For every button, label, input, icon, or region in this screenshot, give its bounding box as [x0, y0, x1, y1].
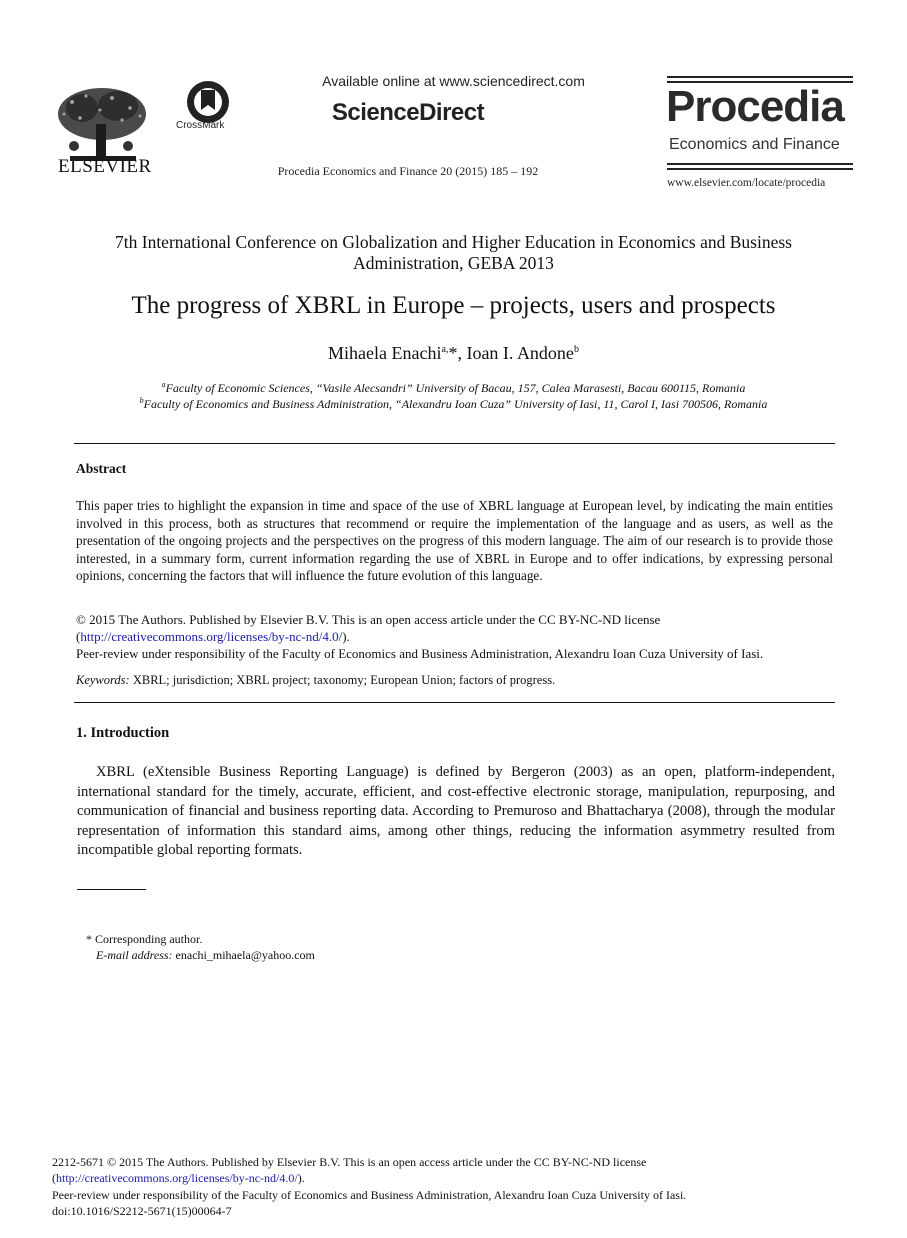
- affiliation-text: Faculty of Economics and Business Administration, “Alexandru Ioan Cuza” University of Iasi, 11, Carol I, Iasi 700506, Romania: [143, 397, 768, 411]
- journal-header-rule: [667, 168, 853, 170]
- section-divider: [74, 443, 835, 444]
- journal-title: Procedia: [666, 82, 844, 131]
- affiliation-text: Faculty of Economic Sciences, “Vasile Alecsandri” University of Bacau, 157, Calea Marasesti, Bacau 600115, Romania: [165, 381, 746, 395]
- journal-header-rule: [667, 76, 853, 78]
- affiliation-marker: b: [573, 344, 579, 355]
- footer-peer-review: Peer-review under responsibility of the Faculty of Economics and Business Administration, Alexandru Ioan Cuza University of Iasi.: [52, 1188, 687, 1202]
- email-label: E-mail address:: [96, 948, 173, 962]
- keywords-line: [76, 672, 555, 689]
- keywords-label: Keywords:: [76, 673, 130, 687]
- license-prefix: (: [52, 1171, 56, 1185]
- paper-title: The progress of XBRL in Europe – projects, users and prospects: [131, 292, 776, 319]
- footer-license-line: [52, 1170, 305, 1187]
- introduction-heading: 1. Introduction: [76, 725, 170, 741]
- sciencedirect-logo: ScienceDirect: [331, 99, 485, 126]
- author-list: [0, 343, 907, 364]
- footer-license-link[interactable]: http://creativecommons.org/licenses/by-nc-nd/4.0/: [56, 1171, 298, 1185]
- author-separator: ,: [457, 343, 467, 363]
- author-name: Mihaela Enachi: [328, 343, 442, 363]
- license-line: [76, 628, 350, 645]
- license-suffix: ).: [297, 1171, 305, 1185]
- affiliation-marker: b: [139, 396, 144, 405]
- conference-name: 7th International Conference on Globalization and Higher Education in Economics and Business Administration, GEBA 2013: [115, 232, 792, 273]
- keywords-list: XBRL; jurisdiction; XBRL project; taxonomy; European Union; factors of progress.: [132, 673, 556, 687]
- issn-copyright-line: 2212-5671 © 2015 The Authors. Published by Elsevier B.V. This is an open access article under the CC BY-NC-ND license: [52, 1155, 647, 1169]
- license-link[interactable]: http://creativecommons.org/licenses/by-nc-nd/4.0/: [80, 629, 343, 644]
- abstract-text: This paper tries to highlight the expansion in time and space of the use of XBRL language at European level, by indicating the main entities involved in this process, both as structures that recommend or require the implementation of the language and as users, as well as the presentation of the ongoing projects and the perspectives on the progress of this modern language. The aim of our research is to provide those interested, in a summary form, current information regarding the use of XBRL in Europe and to offer indications, by expressing personal opinions, concerning the factors that will influence the future evolution of this language.: [76, 498, 833, 584]
- affiliation: [0, 380, 907, 396]
- journal-url-link[interactable]: www.elsevier.com/locate/procedia: [667, 177, 826, 189]
- doi[interactable]: doi:10.1016/S2212-5671(15)00064-7: [52, 1204, 232, 1218]
- journal-citation: Procedia Economics and Finance 20 (2015) 185 – 192: [277, 164, 539, 178]
- email-line: [96, 948, 315, 963]
- copyright-line: © 2015 The Authors. Published by Elsevier B.V. This is an open access article under the CC BY-NC-ND license: [76, 612, 661, 627]
- available-online-text: Available online at www.sciencedirect.com: [322, 73, 585, 89]
- affiliation-marker: a,: [441, 344, 449, 355]
- affiliation: [0, 396, 907, 412]
- crossmark-label: CrossMark: [176, 120, 225, 131]
- corresponding-author-note: * Corresponding author.: [86, 932, 203, 946]
- footnote-rule: [77, 889, 146, 890]
- email-address[interactable]: enachi_mihaela@yahoo.com: [175, 948, 315, 962]
- publisher-name: ELSEVIER: [58, 156, 152, 177]
- abstract-heading: Abstract: [76, 461, 127, 476]
- affiliation-marker: a: [161, 380, 166, 389]
- peer-review-statement: Peer-review under responsibility of the Faculty of Economics and Business Administration, Alexandru Ioan Cuza University of Iasi.: [76, 646, 764, 661]
- introduction-paragraph: XBRL (eXtensible Business Reporting Language) is defined by Bergeron (2003) as an open, platform-independent, international standard for the timely, accurate, efficient, and cost-effective electronic storage, manipulation, repurposing, and communication of financial and business reporting data. According to Premuroso and Bhattacharya (2008), through the modular representation of information this standard aims, among other things, reducing the information asymmetry resulted from incompatible global reporting formats.: [77, 764, 835, 858]
- license-prefix: (: [76, 629, 81, 644]
- journal-subtitle: Economics and Finance: [669, 136, 840, 153]
- license-suffix: ).: [342, 629, 350, 644]
- corresponding-author-marker: *: [448, 343, 458, 363]
- journal-header-rule: [667, 163, 853, 165]
- section-divider: [74, 702, 835, 703]
- author-name: Ioan I. Andone: [466, 343, 574, 363]
